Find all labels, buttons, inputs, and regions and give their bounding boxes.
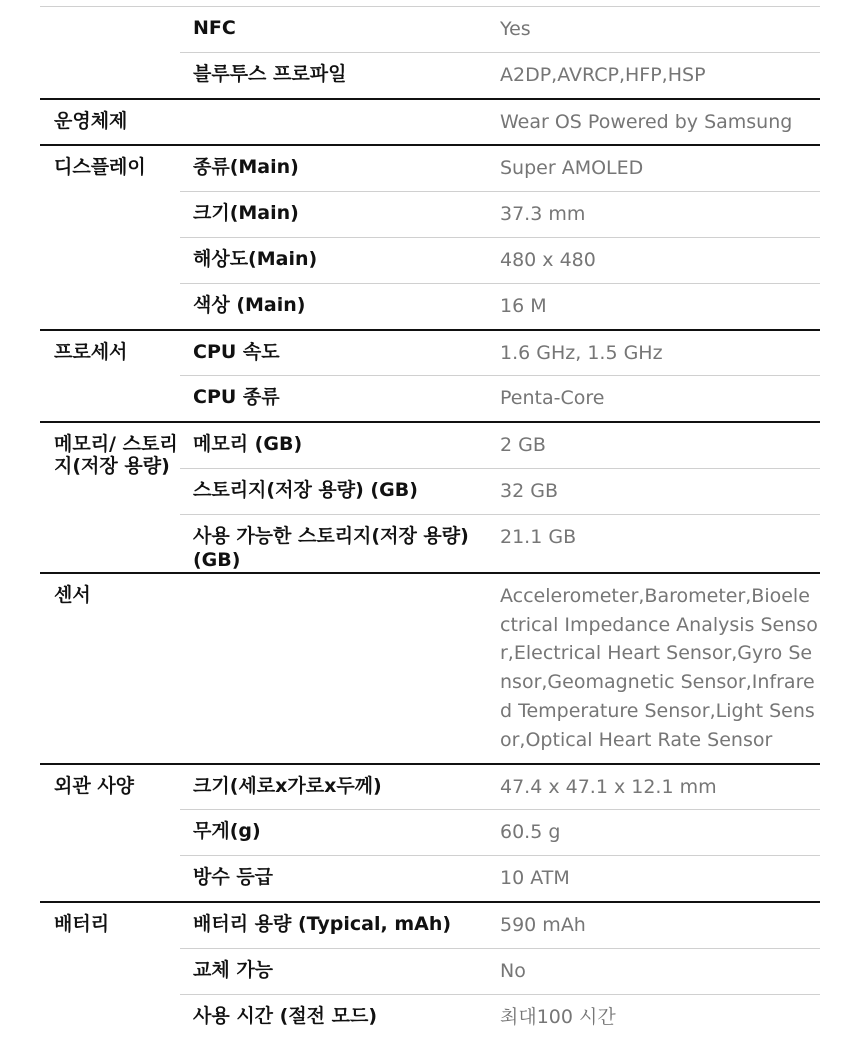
spec-category [40, 7, 180, 98]
spec-row [180, 237, 820, 283]
spec-value: 최대100 시간 [500, 1005, 616, 1028]
spec-label: 사용 시간 (절전 모드) [193, 1004, 378, 1027]
spec-value: 16 M [500, 294, 547, 317]
spec-value: 10 ATM [500, 867, 570, 890]
spec-label: 무게(g) [193, 820, 261, 843]
spec-section-processor [40, 329, 820, 422]
spec-row [180, 423, 820, 468]
spec-row [180, 855, 820, 901]
spec-value: Penta-Core [500, 387, 605, 410]
spec-label: 방수 등급 [193, 866, 274, 889]
spec-row [180, 514, 820, 572]
spec-label: 사용 가능한 스토리지(저장 용량) (GB) [193, 524, 469, 571]
spec-label: 배터리 용량 (Typical, mAh) [193, 912, 452, 935]
spec-section-sensor [40, 572, 820, 763]
spec-label: 교체 가능 [193, 958, 274, 981]
spec-value: Wear OS Powered by Samsung [500, 110, 793, 133]
spec-label [180, 574, 500, 763]
spec-row [180, 331, 820, 376]
spec-value: No [500, 959, 526, 982]
spec-section-memory [40, 421, 820, 572]
spec-row [180, 948, 820, 994]
spec-value: A2DP,AVRCP,HFP,HSP [500, 63, 706, 86]
spec-row [180, 903, 820, 948]
spec-label: 크기(세로x가로x두께) [193, 774, 382, 797]
spec-value: 60.5 g [500, 821, 561, 844]
spec-row [180, 191, 820, 237]
spec-label [180, 100, 500, 145]
spec-label: 색상 (Main) [193, 293, 306, 316]
spec-label: 블루투스 프로파일 [193, 62, 347, 85]
spec-value: 32 GB [500, 479, 558, 502]
spec-category: 메모리/ 스토리지(저장 용량) [54, 433, 178, 478]
spec-value: 480 x 480 [500, 248, 596, 271]
spec-table [40, 6, 820, 1039]
spec-label: 종류(Main) [193, 156, 299, 179]
spec-section-exterior [40, 763, 820, 901]
spec-section-connectivity [40, 6, 820, 98]
spec-section-os [40, 98, 820, 145]
spec-label: CPU 종류 [193, 386, 280, 409]
spec-label: 스토리지(저장 용량) (GB) [193, 478, 418, 501]
spec-row [180, 52, 820, 98]
spec-label: 크기(Main) [193, 202, 299, 225]
spec-row [180, 283, 820, 329]
spec-row [180, 994, 820, 1039]
spec-category: 프로세서 [54, 340, 128, 363]
spec-value: Super AMOLED [500, 157, 644, 180]
spec-value: 590 mAh [500, 913, 586, 936]
spec-row [180, 146, 820, 191]
spec-value: 47.4 x 47.1 x 12.1 mm [500, 775, 717, 798]
spec-row [180, 7, 820, 52]
spec-category: 배터리 [54, 912, 110, 935]
spec-category: 센서 [54, 583, 91, 606]
spec-value: 37.3 mm [500, 203, 586, 226]
spec-row [180, 375, 820, 421]
spec-label: 메모리 (GB) [193, 433, 303, 456]
spec-category: 디스플레이 [54, 156, 146, 179]
spec-row [180, 574, 820, 763]
spec-section-display [40, 144, 820, 328]
spec-category: 운영체제 [54, 109, 128, 132]
spec-value: 21.1 GB [500, 525, 577, 548]
spec-value: Accelerometer,Barometer,Bioelectrical Impedance Analysis Sensor,Electrical Heart Sensor,Gyro Sensor,Geomagnetic Sensor,Infrared Temperature Sensor,Light Sensor,Optical Heart Rate Sensor [500, 584, 818, 751]
spec-value: 1.6 GHz, 1.5 GHz [500, 341, 663, 364]
spec-label: NFC [193, 17, 236, 39]
spec-row [180, 468, 820, 514]
spec-value: 2 GB [500, 434, 546, 457]
spec-row [180, 100, 820, 145]
spec-value: Yes [500, 18, 531, 40]
spec-row [180, 809, 820, 855]
spec-label: 해상도(Main) [193, 247, 318, 270]
spec-row [180, 765, 820, 810]
spec-section-battery [40, 901, 820, 1039]
spec-label: CPU 속도 [193, 340, 280, 363]
spec-category: 외관 사양 [54, 774, 135, 797]
